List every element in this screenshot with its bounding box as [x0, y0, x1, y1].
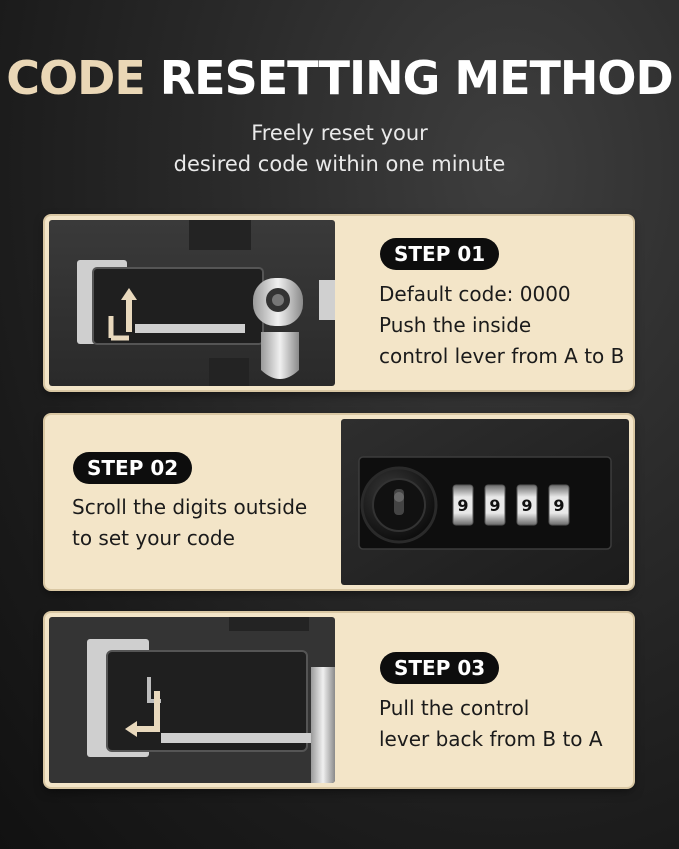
lock-lever-photo-b — [49, 617, 335, 783]
combination-lock-photo — [341, 419, 629, 585]
step-01-card — [45, 216, 633, 390]
step-02-badge: STEP 02 — [73, 452, 192, 484]
step-03-line-2: lever back from B to A — [379, 727, 603, 751]
step-03-line-1: Pull the control — [379, 696, 530, 720]
headline-word-code: CODE — [6, 51, 145, 105]
step-01-line-2: Push the inside — [379, 313, 532, 337]
step-01-badge: STEP 01 — [380, 238, 499, 270]
combination-dial-4 — [549, 485, 569, 525]
step-01-line-1: Default code: 0000 — [379, 282, 571, 306]
lock-lever-photo-a — [49, 220, 335, 386]
combination-dial-digit: 9 — [457, 496, 469, 515]
combination-dial-digit: 9 — [521, 496, 533, 515]
headline — [0, 48, 679, 108]
combination-dial-digit: 9 — [553, 496, 565, 515]
combination-dial-2 — [485, 485, 505, 525]
step-03-badge: STEP 03 — [380, 652, 499, 684]
step-02-line-2: to set your code — [72, 526, 235, 550]
combination-dial-3 — [517, 485, 537, 525]
subtitle-line-1: Freely reset your — [251, 121, 428, 145]
step-03-card — [45, 613, 633, 787]
headline-word-rest: RESETTING METHOD — [159, 51, 673, 105]
combination-dial-1 — [453, 485, 473, 525]
step-01-line-3: control lever from A to B — [379, 344, 625, 368]
step-02-line-1: Scroll the digits outside — [72, 495, 308, 519]
subtitle-line-2: desired code within one minute — [173, 152, 506, 176]
step-02-card — [45, 415, 633, 589]
combination-dial-digit: 9 — [489, 496, 501, 515]
